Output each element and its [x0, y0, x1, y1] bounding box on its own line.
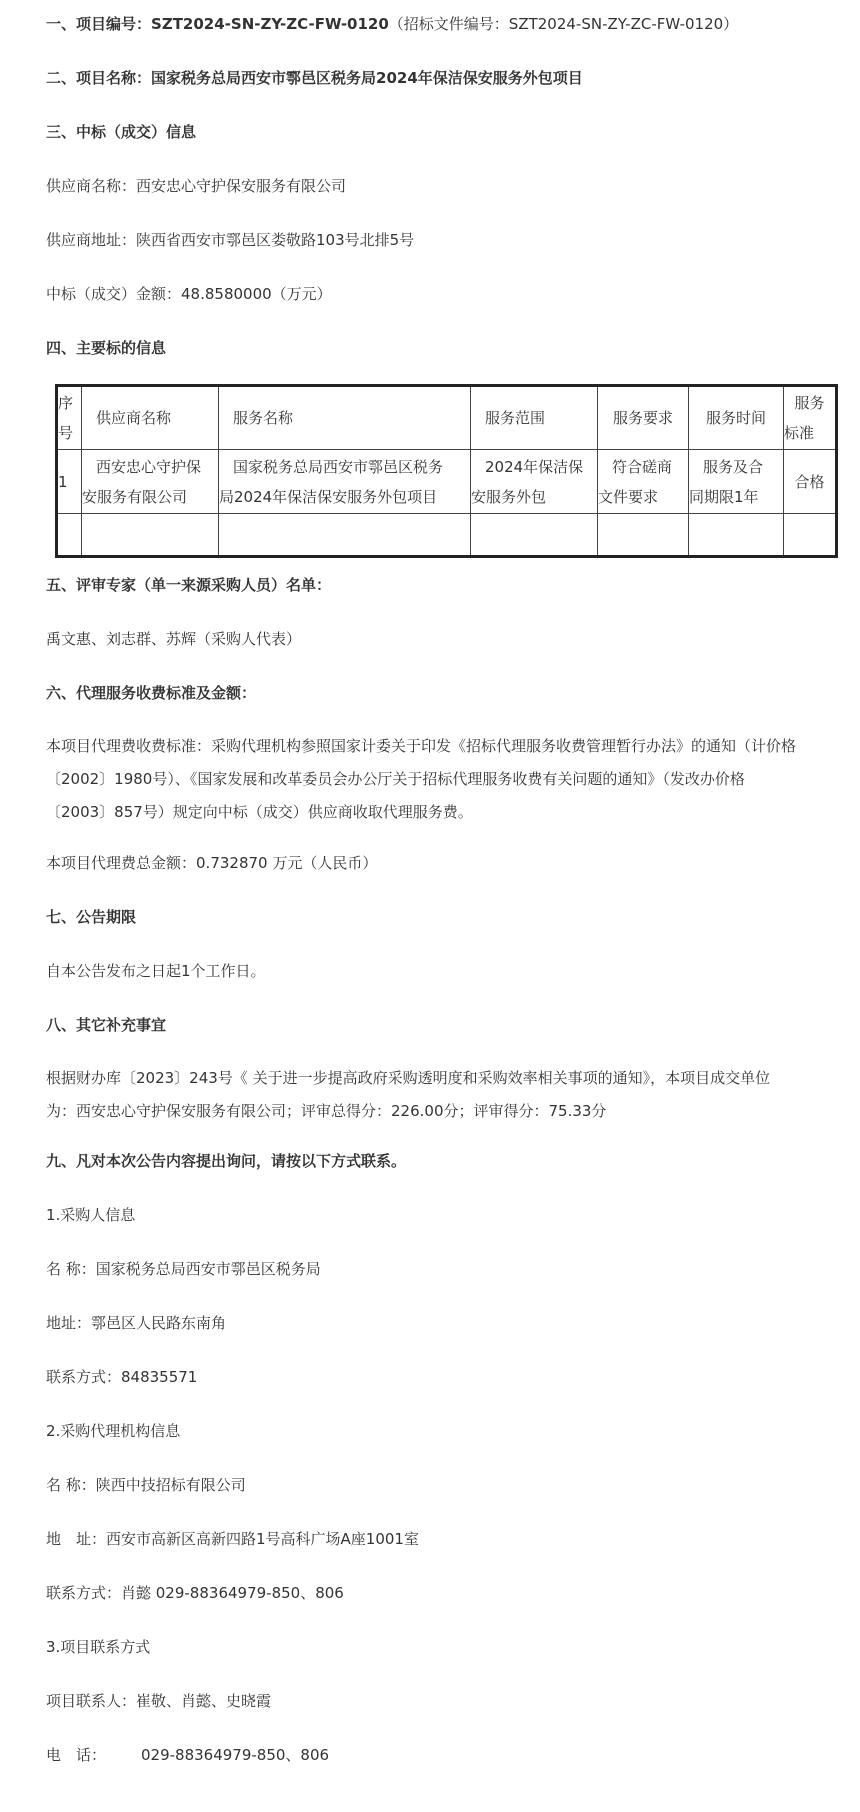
header-cell-index: 序 号 — [57, 386, 82, 450]
phone-value: 029-88364979-850、806 — [141, 1746, 330, 1764]
supplementary-heading: 八、其它补充事宜 — [46, 1016, 167, 1034]
agency-fee-heading: 六、代理服务收费标准及金额： — [46, 684, 257, 702]
table-empty-row — [57, 514, 837, 557]
main-subject-heading: 四、主要标的信息 — [46, 339, 167, 357]
supplier-address: 供应商地址：陕西省西安市鄠邑区娄敬路103号北排5号 — [46, 231, 415, 249]
project-name-line — [46, 67, 583, 89]
project-name-label: 二、项目名称： — [46, 69, 152, 87]
agency-fee-total: 本项目代理费总金额：0.732870 万元（人民币） — [46, 854, 378, 872]
experts-names: 禹文惠、刘志群、苏辉（采购人代表） — [46, 630, 302, 648]
agency-contact: 联系方式：肖懿 029-88364979-850、806 — [46, 1584, 344, 1602]
header-cell-service-name: 服务名称 — [219, 386, 471, 450]
supplementary-text: 根据财办库〔2023〕243号《 关于进一步提高政府采购透明度和采购效率相关事项的通知》，本项目成交单位 为：西安忠心守护保安服务有限公司；评审总得分：226.00分；评审得分：75.33分 — [46, 1069, 771, 1120]
experts-heading: 五、评审专家（单一来源采购人员）名单： — [46, 576, 332, 594]
project-number-value: SZT2024-SN-ZY-ZC-FW-0120 — [151, 15, 389, 33]
purchaser-address: 地址：鄠邑区人民路东南角 — [46, 1314, 227, 1332]
table-header-row — [57, 386, 837, 450]
supplier-name: 供应商名称：西安忠心守护保安服务有限公司 — [46, 177, 347, 195]
project-number-label: 一、项目编号： — [46, 15, 152, 33]
agency-name: 名 称：陕西中技招标有限公司 — [46, 1476, 246, 1494]
subject-table — [55, 384, 838, 558]
cell-index: 1 — [57, 450, 82, 514]
cell-standard: 合格 — [784, 450, 837, 514]
header-cell-time: 服务时间 — [689, 386, 784, 450]
cell-requirement: 符合磋商 文件要求 — [598, 450, 689, 514]
award-info-heading: 三、中标（成交）信息 — [46, 123, 197, 141]
cell-scope: 2024年保洁保 安服务外包 — [471, 450, 598, 514]
notice-period-text: 自本公告发布之日起1个工作日。 — [46, 962, 266, 980]
header-cell-scope: 服务范围 — [471, 386, 598, 450]
table-row — [57, 450, 837, 514]
purchaser-name: 名 称：国家税务总局西安市鄠邑区税务局 — [46, 1260, 321, 1278]
header-cell-requirement: 服务要求 — [598, 386, 689, 450]
purchaser-info-title: 1.采购人信息 — [46, 1206, 136, 1224]
contact-heading: 九、凡对本次公告内容提出询问，请按以下方式联系。 — [46, 1152, 407, 1170]
notice-period-heading: 七、公告期限 — [46, 908, 137, 926]
project-contact-person: 项目联系人：崔敬、肖懿、史晓霞 — [46, 1692, 272, 1710]
purchaser-contact: 联系方式：84835571 — [46, 1368, 198, 1386]
project-name-value: 国家税务总局西安市鄠邑区税务局2024年保洁保安服务外包项目 — [151, 69, 583, 87]
cell-time: 服务及合 同期限1年 — [689, 450, 784, 514]
agency-info-title: 2.采购代理机构信息 — [46, 1422, 181, 1440]
header-cell-standard: 服务 标准 — [784, 386, 837, 450]
cell-supplier: 西安忠心守护保 安服务有限公司 — [82, 450, 219, 514]
project-contact-title: 3.项目联系方式 — [46, 1638, 151, 1656]
award-amount: 中标（成交）金额：48.8580000（万元） — [46, 285, 332, 303]
project-number-line — [46, 13, 738, 35]
project-phone — [46, 1744, 329, 1766]
cell-service-name: 国家税务总局西安市鄠邑区税务 局2024年保洁保安服务外包项目 — [219, 450, 471, 514]
phone-label: 电 话： — [46, 1746, 107, 1764]
agency-fee-standard: 本项目代理费收费标准：采购代理机构参照国家计委关于印发《招标代理服务收费管理暂行办法》的通知（计价格 〔2002〕1980号）、《国家发展和改革委员会办公厅关于招标代理服务收费有关问题的通知》（发改办价格 〔2003〕857号）规定向中标（成交）供应商收取代理服务费。 — [46, 737, 797, 821]
header-cell-supplier: 供应商名称 — [82, 386, 219, 450]
tender-doc-number: （招标文件编号：SZT2024-SN-ZY-ZC-FW-0120） — [388, 15, 739, 33]
agency-address: 地 址：西安市高新区高新四路1号高科广场A座1001室 — [46, 1530, 419, 1548]
